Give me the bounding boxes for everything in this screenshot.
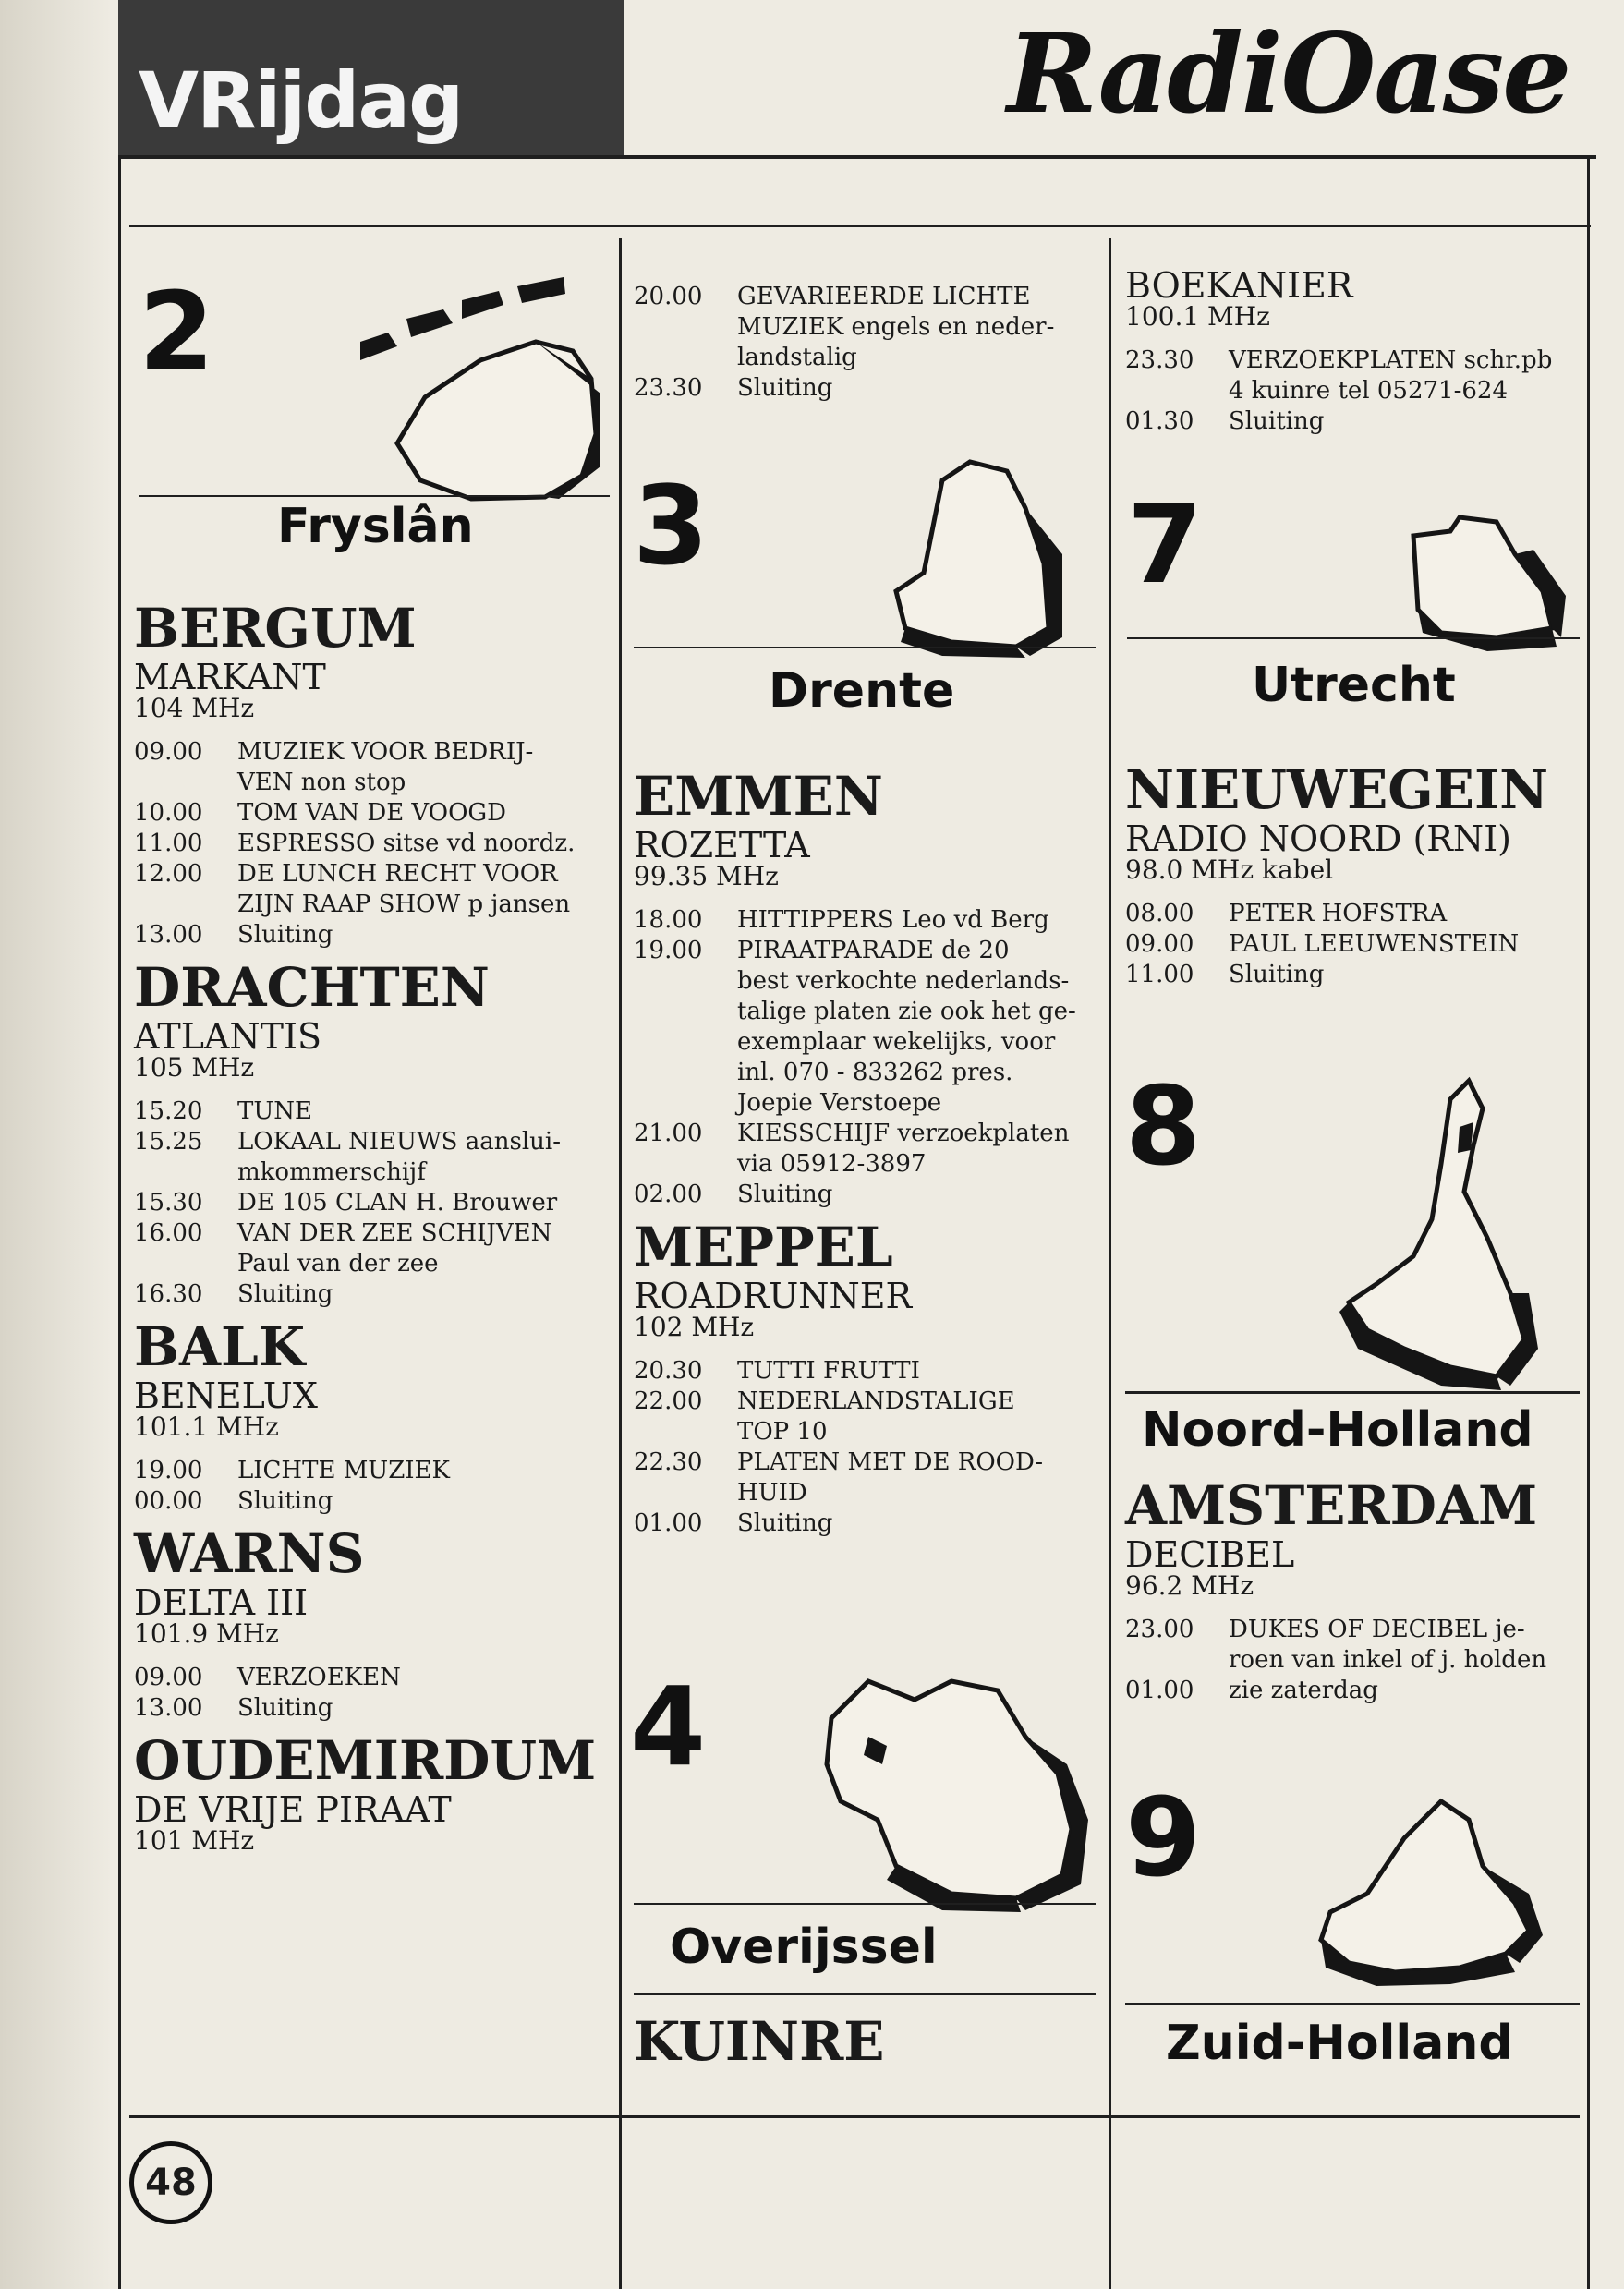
right-border bbox=[1587, 159, 1590, 2289]
program-list bbox=[634, 282, 1096, 404]
station-block-balk bbox=[134, 1315, 614, 1517]
region-name: Fryslân bbox=[277, 499, 474, 554]
program-time: 15.30 bbox=[134, 1189, 203, 1217]
program-time: 13.00 bbox=[134, 921, 203, 949]
column-divider-2 bbox=[1109, 238, 1111, 2289]
program-title: HUID bbox=[737, 1479, 807, 1507]
top-divider bbox=[129, 225, 1591, 227]
column-3-continued bbox=[1125, 265, 1587, 437]
station-block-oudemirdum bbox=[134, 1729, 614, 1856]
city-name: AMSTERDAM bbox=[1125, 1474, 1538, 1537]
region-number: 7 bbox=[1127, 480, 1204, 608]
program-time: 09.00 bbox=[134, 738, 203, 766]
program-title: TOP 10 bbox=[737, 1418, 828, 1446]
program-time bbox=[634, 343, 737, 373]
city-name: BERGUM bbox=[134, 597, 417, 660]
region-rule-2 bbox=[634, 1993, 1096, 1995]
program-time: 01.00 bbox=[1125, 1677, 1194, 1704]
zuid-holland-map-icon bbox=[1293, 1783, 1552, 2004]
bottom-divider bbox=[129, 2115, 1580, 2118]
program-title: DE 105 CLAN H. Brouwer bbox=[237, 1189, 558, 1217]
frequency: 101.1 MHz bbox=[134, 1411, 279, 1442]
region-rule bbox=[1125, 2003, 1580, 2005]
program-title: TUNE bbox=[237, 1097, 312, 1125]
program-title: TUTTI FRUTTI bbox=[737, 1357, 920, 1385]
program-title: inl. 070 - 833262 pres. bbox=[737, 1059, 1013, 1086]
program-title: Sluiting bbox=[237, 1487, 333, 1515]
program-time: 01.00 bbox=[634, 1509, 703, 1537]
program-time: 23.00 bbox=[1125, 1616, 1194, 1643]
program-time: 19.00 bbox=[634, 937, 703, 964]
page-spine bbox=[0, 0, 111, 2289]
region-number: 4 bbox=[630, 1663, 707, 1790]
program-title: MUZIEK VOOR BEDRIJ- bbox=[237, 738, 534, 766]
program-title: DUKES OF DECIBEL je- bbox=[1229, 1616, 1525, 1643]
program-title: Joepie Verstoepe bbox=[737, 1089, 942, 1117]
column-1 bbox=[134, 591, 614, 1870]
program-time: 15.20 bbox=[134, 1097, 203, 1125]
program-list bbox=[1125, 899, 1587, 990]
program-time: 22.00 bbox=[634, 1387, 703, 1415]
program-title: zie zaterdag bbox=[1229, 1677, 1378, 1704]
program-list bbox=[134, 1456, 614, 1517]
program-time: 20.30 bbox=[634, 1357, 703, 1385]
program-title: Sluiting bbox=[1229, 407, 1325, 435]
program-title: talige platen zie ook het ge- bbox=[737, 998, 1076, 1025]
program-title: ESPRESSO sitse vd noordz. bbox=[237, 830, 576, 857]
program-time: 20.00 bbox=[634, 283, 703, 310]
utrecht-map-icon bbox=[1395, 508, 1570, 656]
frequency: 98.0 MHz kabel bbox=[1125, 854, 1334, 885]
station-block-kuinre bbox=[634, 2004, 1096, 2073]
frequency: 100.1 MHz bbox=[1125, 301, 1270, 332]
program-title: Sluiting bbox=[737, 374, 833, 402]
program-time: 10.00 bbox=[134, 799, 203, 827]
station-block-meppel bbox=[634, 1216, 1100, 1539]
region-name: Drente bbox=[769, 663, 955, 719]
header-rule bbox=[118, 155, 1596, 159]
program-time: 12.00 bbox=[134, 860, 203, 888]
frequency: 101.9 MHz bbox=[134, 1618, 279, 1649]
program-time bbox=[634, 1149, 737, 1180]
drente-map-icon bbox=[887, 453, 1090, 665]
program-time: 16.30 bbox=[134, 1280, 203, 1308]
station-name: ATLANTIS bbox=[134, 1016, 322, 1057]
region-name: Noord-Holland bbox=[1142, 1402, 1533, 1458]
program-time bbox=[634, 1478, 737, 1508]
region-rule bbox=[1127, 637, 1580, 639]
program-title: Sluiting bbox=[237, 1280, 333, 1308]
station-name: ROADRUNNER bbox=[634, 1276, 913, 1316]
program-title: Sluiting bbox=[237, 921, 333, 949]
program-time: 13.00 bbox=[134, 1694, 203, 1722]
program-title: VERZOEKPLATEN schr.pb bbox=[1229, 346, 1553, 374]
program-list bbox=[634, 905, 1100, 1210]
program-time: 11.00 bbox=[134, 830, 203, 857]
station-block-warns bbox=[134, 1522, 614, 1724]
program-title: DE LUNCH RECHT VOOR bbox=[237, 860, 558, 888]
program-title: landstalig bbox=[737, 344, 857, 371]
station-block-amsterdam bbox=[1125, 1469, 1587, 1706]
program-list bbox=[134, 1096, 614, 1310]
program-title: NEDERLANDSTALIGE bbox=[737, 1387, 1015, 1415]
program-time bbox=[1125, 1645, 1229, 1676]
program-title: LOKAAL NIEUWS aanslui- bbox=[237, 1128, 561, 1156]
program-list bbox=[134, 1663, 614, 1724]
program-time bbox=[134, 1249, 237, 1279]
program-time bbox=[634, 997, 737, 1027]
program-time: 18.00 bbox=[634, 906, 703, 934]
frequency: 96.2 MHz bbox=[1125, 1570, 1254, 1601]
program-time bbox=[634, 1417, 737, 1447]
program-title: roen van inkel of j. holden bbox=[1229, 1646, 1547, 1674]
program-time bbox=[634, 966, 737, 997]
program-time: 01.30 bbox=[1125, 407, 1194, 435]
program-title: Sluiting bbox=[737, 1181, 833, 1208]
program-title: MUZIEK engels en neder- bbox=[737, 313, 1055, 341]
program-title: LICHTE MUZIEK bbox=[237, 1457, 450, 1484]
program-title: mkommerschijf bbox=[237, 1158, 426, 1186]
region-rule bbox=[634, 1903, 1096, 1905]
station-name: DELTA III bbox=[134, 1582, 309, 1623]
overijssel-map-icon bbox=[813, 1663, 1090, 1921]
station-block-nieuwegein bbox=[1125, 753, 1587, 990]
program-time: 08.00 bbox=[1125, 900, 1194, 927]
region-rule bbox=[634, 647, 1096, 648]
program-title: PAUL LEEUWENSTEIN bbox=[1229, 930, 1520, 958]
program-title: PLATEN MET DE ROOD- bbox=[737, 1448, 1044, 1476]
region-rule bbox=[139, 495, 610, 497]
program-list bbox=[1125, 1615, 1587, 1706]
region-name: Zuid-Holland bbox=[1166, 2016, 1513, 2071]
program-title: TOM VAN DE VOOGD bbox=[237, 799, 507, 827]
program-time bbox=[134, 890, 237, 920]
region-rule bbox=[1125, 1391, 1580, 1394]
frequency: 105 MHz bbox=[134, 1052, 255, 1083]
city-name: KUINRE bbox=[634, 2010, 885, 2073]
program-title: VEN non stop bbox=[237, 769, 406, 796]
station-name: DECIBEL bbox=[1125, 1534, 1295, 1575]
program-list bbox=[134, 737, 614, 951]
program-title: Sluiting bbox=[1229, 961, 1325, 988]
friesland-map-icon bbox=[323, 268, 600, 508]
program-title: VAN DER ZEE SCHIJVEN bbox=[237, 1219, 552, 1247]
program-title: PIRAATPARADE de 20 bbox=[737, 937, 1010, 964]
program-time: 15.25 bbox=[134, 1128, 203, 1156]
program-title: KIESSCHIJF verzoekplaten bbox=[737, 1120, 1070, 1147]
program-time bbox=[1125, 376, 1229, 406]
program-time: 23.30 bbox=[1125, 346, 1194, 374]
program-title: best verkochte nederlands- bbox=[737, 967, 1070, 995]
program-time: 23.30 bbox=[634, 374, 703, 402]
program-title: Sluiting bbox=[737, 1509, 833, 1537]
city-name: DRACHTEN bbox=[134, 956, 490, 1019]
station-name: DE VRIJE PIRAAT bbox=[134, 1789, 452, 1830]
program-title: VERZOEKEN bbox=[237, 1664, 401, 1691]
program-list bbox=[1125, 345, 1587, 437]
program-list bbox=[634, 1356, 1100, 1539]
program-time: 00.00 bbox=[134, 1487, 203, 1515]
station-name: RADIO NOORD (RNI) bbox=[1125, 818, 1511, 859]
city-name: MEPPEL bbox=[634, 1216, 893, 1278]
city-name: EMMEN bbox=[634, 765, 883, 828]
city-name: WARNS bbox=[134, 1522, 365, 1585]
program-time bbox=[634, 1058, 737, 1088]
program-time: 21.00 bbox=[634, 1120, 703, 1147]
station-block-emmen bbox=[634, 765, 1100, 1210]
program-time: 19.00 bbox=[134, 1457, 203, 1484]
program-time: 16.00 bbox=[134, 1219, 203, 1247]
frequency: 102 MHz bbox=[634, 1312, 755, 1342]
station-name: ROZETTA bbox=[634, 825, 810, 866]
program-time bbox=[634, 1027, 737, 1058]
column-2 bbox=[634, 759, 1100, 1548]
brand-logo: RadiOase bbox=[1007, 9, 1570, 138]
section-title: VRijdag bbox=[139, 55, 463, 146]
city-name: NIEUWEGEIN bbox=[1125, 758, 1549, 821]
city-name: OUDEMIRDUM bbox=[134, 1729, 597, 1792]
region-number: 2 bbox=[139, 268, 215, 395]
left-border bbox=[118, 159, 121, 2289]
program-title: Sluiting bbox=[237, 1694, 333, 1722]
program-title: PETER HOFSTRA bbox=[1229, 900, 1448, 927]
frequency: 99.35 MHz bbox=[634, 861, 779, 891]
column-divider-1 bbox=[619, 238, 622, 2289]
program-title: 4 kuinre tel 05271-624 bbox=[1229, 377, 1508, 405]
frequency: 104 MHz bbox=[134, 693, 255, 723]
program-time: 09.00 bbox=[1125, 930, 1194, 958]
station-name: MARKANT bbox=[134, 657, 326, 697]
station-block-drachten bbox=[134, 956, 614, 1310]
program-time: 11.00 bbox=[1125, 961, 1194, 988]
program-title: via 05912-3897 bbox=[737, 1150, 927, 1178]
region-name: Overijssel bbox=[670, 1920, 938, 1975]
program-title: exemplaar wekelijks, voor bbox=[737, 1028, 1056, 1056]
program-title: Paul van der zee bbox=[237, 1250, 439, 1278]
program-time: 22.30 bbox=[634, 1448, 703, 1476]
station-name: BOEKANIER bbox=[1125, 265, 1353, 306]
program-title: HITTIPPERS Leo vd Berg bbox=[737, 906, 1049, 934]
program-time: 02.00 bbox=[634, 1181, 703, 1208]
region-number: 8 bbox=[1125, 1062, 1202, 1190]
program-time bbox=[634, 1088, 737, 1119]
region-name: Utrecht bbox=[1252, 658, 1456, 713]
region-number: 3 bbox=[633, 462, 709, 589]
station-name: BENELUX bbox=[134, 1375, 318, 1416]
program-time bbox=[134, 768, 237, 798]
frequency: 101 MHz bbox=[134, 1825, 255, 1856]
page-number: 48 bbox=[129, 2141, 212, 2224]
program-time bbox=[134, 1157, 237, 1188]
noord-holland-map-icon bbox=[1312, 1072, 1552, 1395]
city-name: BALK bbox=[134, 1315, 306, 1378]
program-time: 09.00 bbox=[134, 1664, 203, 1691]
station-block-bergum bbox=[134, 597, 614, 951]
region-number: 9 bbox=[1125, 1774, 1202, 1901]
program-time bbox=[634, 312, 737, 343]
program-title: ZIJN RAAP SHOW p jansen bbox=[237, 890, 571, 918]
program-title: GEVARIEERDE LICHTE bbox=[737, 283, 1031, 310]
column-2-continued bbox=[634, 282, 1096, 404]
